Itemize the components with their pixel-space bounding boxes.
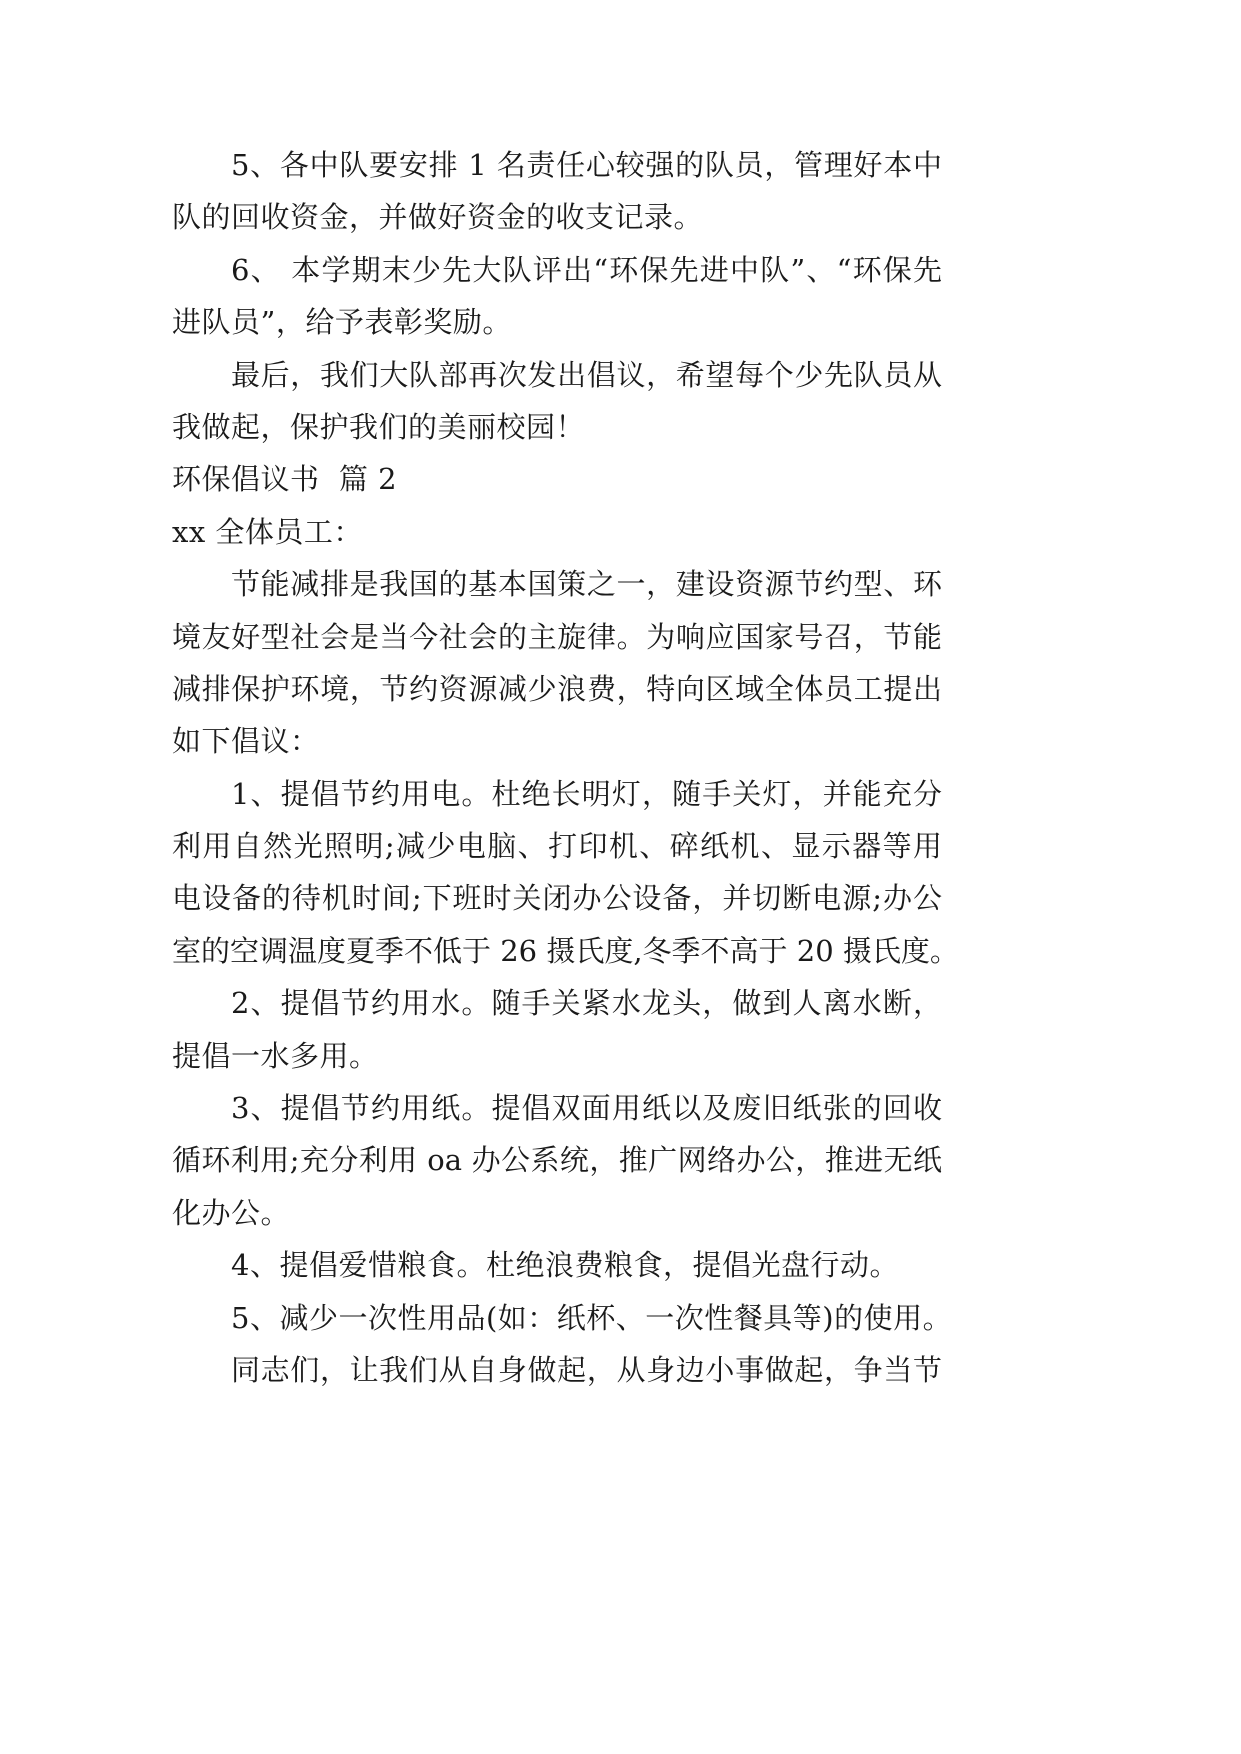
closing-paragraph-line: 我做起，保护我们的美丽校园！ (172, 409, 586, 444)
document-body (172, 139, 959, 1396)
proposal-item-3-line: 化办公。 (172, 1195, 291, 1230)
salutation: xx 全体员工： (172, 514, 363, 549)
proposal-item-4-line: 4、提倡爱惜粮食。杜绝浪费粮食，提倡光盘行动。 (231, 1248, 899, 1283)
section-heading: 环保倡议书 篇 2 (172, 462, 398, 497)
paragraph-item-5-line: 队的回收资金，并做好资金的收支记录。 (172, 200, 704, 235)
proposal-item-3-line: 循环利用;充分利用 oa 办公系统，推广网络办公，推进无纸 (172, 1143, 942, 1178)
proposal-item-1-line: 室的空调温度夏季不低于 26 摄氏度,冬季不高于 20 摄氏度。 (172, 933, 959, 968)
closing-paragraph-line: 最后，我们大队部再次发出倡议，希望每个少先队员从 (231, 357, 942, 392)
proposal-item-2-line: 2、提倡节约用水。随手关紧水龙头，做到人离水断， (231, 986, 942, 1021)
intro-paragraph-line: 节能减排是我国的基本国策之一，建设资源节约型、环 (231, 567, 942, 602)
proposal-item-3-line: 3、提倡节约用纸。提倡双面用纸以及废旧纸张的回收 (231, 1091, 942, 1126)
proposal-item-5-line: 5、减少一次性用品(如：纸杯、一次性餐具等)的使用。 (231, 1300, 953, 1335)
final-appeal-line: 同志们，让我们从自身做起，从身边小事做起，争当节 (231, 1352, 942, 1387)
paragraph-item-5-line: 5、各中队要安排 1 名责任心较强的队员，管理好本中 (231, 148, 942, 182)
paragraph-item-6-line: 进队员”，给予表彰奖励。 (172, 305, 512, 340)
intro-paragraph-line: 减排保护环境，节约资源减少浪费，特向区域全体员工提出 (172, 671, 942, 706)
intro-paragraph-line: 境友好型社会是当今社会的主旋律。为响应国家号召，节能 (172, 619, 942, 654)
proposal-item-2-line: 提倡一水多用。 (172, 1038, 379, 1073)
proposal-item-1-line: 电设备的待机时间;下班时关闭办公设备，并切断电源;办公 (172, 881, 942, 916)
proposal-item-1-line: 1、提倡节约用电。杜绝长明灯，随手关灯，并能充分 (231, 776, 942, 811)
paragraph-item-6-line: 6、 本学期末少先大队评出“环保先进中队”、“环保先 (231, 252, 942, 287)
intro-paragraph-line: 如下倡议： (172, 724, 320, 759)
proposal-item-1-line: 利用自然光照明;减少电脑、打印机、碎纸机、显示器等用 (172, 829, 942, 864)
